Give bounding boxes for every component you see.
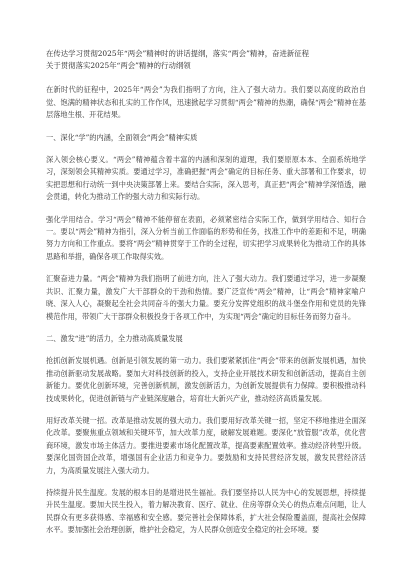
section-1-paragraph-1: 深入领会核心要义。“两会”精神蕴含着丰富的内涵和深刻的道理，我们要原原本本、全面系统地学习，深刻领会其精神实质。要通过学习，准确把握“两会”确定的目标任务、重大部署和工作要求，切实把思想和行动统一到中央决策部署上来。要结合实际，深入思考，真正把“两会”精神学深悟透，融会贯通，转化为推动工作的强大动力和实际行动。 (46, 155, 366, 202)
section-1-paragraph-2: 强化学用结合。学习“两会”精神不能停留在表面，必须紧密结合实际工作，做到学用结合、知行合一。要以“两会”精神为指引，深入分析当前工作面临的形势和任务，找准工作中的差距和不足，明确努力方向和工作重点。要将“两会”精神贯穿于工作的全过程，切实把学习成果转化为推动工作的具体思路和举措，确保各项工作取得实效。 (46, 214, 366, 261)
document-subtitle: 关于贯彻落实2025年“两会”精神的行动纲领 (46, 61, 191, 71)
section-1-paragraph-3: 汇聚奋进力量。“两会”精神为我们指明了前进方向，注入了强大动力。我们要通过学习，进一步凝聚共识、汇聚力量，激发广大干部群众的干劲和热情。要广泛宣传“两会”精神，让“两会”精神家喻户晓、深入人心，凝聚起全社会共同奋斗的强大力量。要充分发挥党组织的战斗堡垒作用和党员的先锋模范作用，带领广大干部群众积极投身于各项工作中，为实现“两会”确定的目标任务而努力奋斗。 (46, 274, 366, 321)
section-2-heading: 二、激发“进”的活力，全力推动高质量发展 (46, 333, 183, 343)
section-2-paragraph-2: 用好改革关键一招。改革是推动发展的强大动力。我们要用好改革关键一招，坚定不移地推进全面深化改革。要聚焦重点领域和关键环节，加大改革力度，破解发展难题。要深化“放管服”改革，优化营商环境，激发市场主体活力。要推进要素市场化配置改革，提高要素配置效率。推动经济转型升级。要深化国资国企改革，增强国有企业活力和竞争力。要鼓励和支持民营经济发展，激发民营经济活力，为高质量发展注入强大动力。 (46, 415, 366, 475)
section-2-paragraph-1: 抢抓创新发展机遇。创新是引领发展的第一动力。我们要紧紧抓住“两会”带来的创新发展机遇，加快推动创新驱动发展战略。要加大对科技创新的投入，支持企业开展技术研发和创新活动，提高自主创新能力。要优化创新环境，完善创新机制，激发创新活力，为创新发展提供有力保障。要积极推动科技成果转化，促进创新链与产业链深度融合，培育壮大新兴产业，推动经济高质量发展。 (46, 356, 366, 403)
intro-paragraph: 在新时代的征程中，2025年“两会”为我们指明了方向，注入了强大动力。我们要以高度的政治自觉、饱满的精神状态和扎实的工作作风，迅速掀起学习贯彻“两会”精神的热潮，确保“两会”精神在基层落地生根、开花结果。 (46, 85, 366, 120)
section-1-heading: 一、深化“学”的内涵，全面领会“两会”精神实质 (46, 132, 198, 142)
section-2-paragraph-3: 持续提升民生温度。发展的根本目的是增进民生福祉。我们要坚持以人民为中心的发展思想，持续提升民生温度。要加大民生投入，着力解决教育、医疗、就业、住房等群众关心的热点难点问题，让人民群众有更多获得感、幸福感和安全感。要完善社会保障体系，扩大社会保险覆盖面，提高社会保障水平。要加强社会治理创新，维护社会稳定，为人民群众创造安全稳定的社会环境。要 (46, 487, 366, 535)
document-title: 在传达学习贯彻2025年“两会”精神时的讲话提纲，落实“两会”精神，奋进新征程 (46, 49, 310, 58)
